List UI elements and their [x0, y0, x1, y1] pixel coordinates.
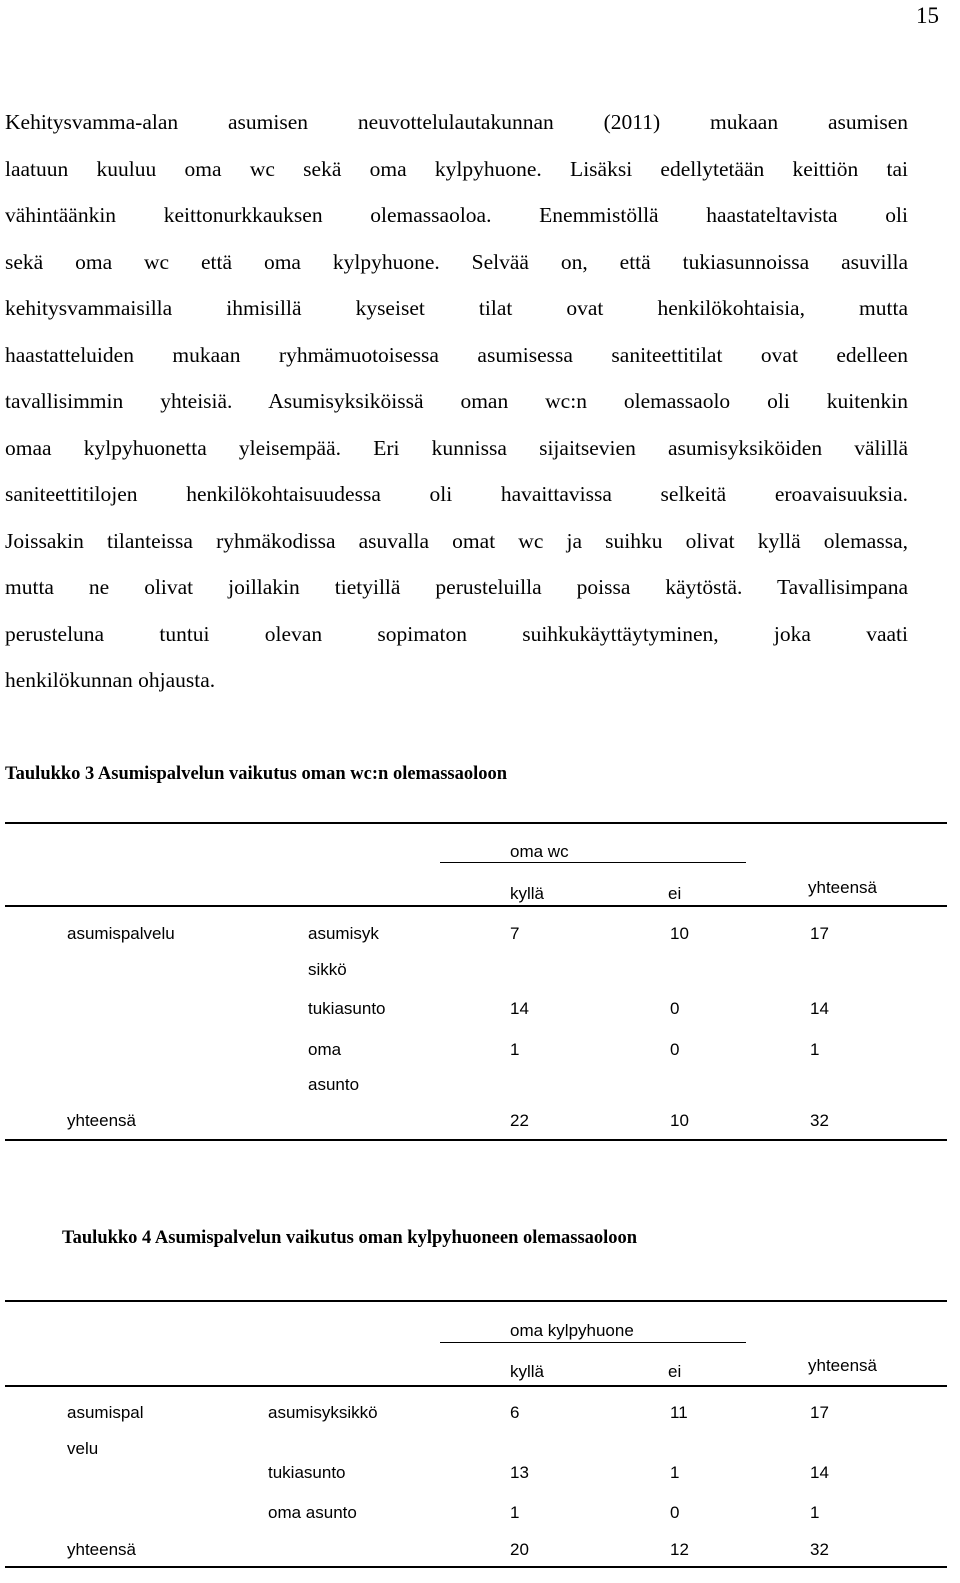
- table-caption: Taulukko 4 Asumispalvelun vaikutus oman kylpyhuoneen olemassaoloon: [62, 1228, 638, 1248]
- paragraph-line: Kehitysvamma-alan asumisen neuvottelulautakunnan (2011) mukaan asumisen: [5, 110, 908, 134]
- cell-no: 1: [670, 1463, 680, 1482]
- page-number: 15: [916, 3, 939, 28]
- table-bottom-rule: [5, 1566, 947, 1568]
- total-row-label: yhteensä: [67, 1111, 136, 1130]
- cell-no: 10: [670, 924, 689, 943]
- cell-yes: 1: [510, 1040, 520, 1059]
- paragraph-line: laatuun kuuluu oma wc sekä oma kylpyhuone. Lisäksi edellytetään keittiön tai: [5, 157, 908, 181]
- cell-yes: 6: [510, 1403, 520, 1422]
- table-bottom-rule: [5, 1139, 947, 1141]
- paragraph-line: haastatteluiden mukaan ryhmämuotoisessa asumisessa saniteettitilat ovat edelleen: [5, 343, 908, 367]
- table-top-rule: [5, 1300, 947, 1302]
- cell-no: 0: [670, 1040, 680, 1059]
- table-caption: Taulukko 3 Asumispalvelun vaikutus oman wc:n olemassaoloon: [5, 764, 508, 784]
- column-header-yes: kyllä: [510, 884, 545, 903]
- row-label: tukiasunto: [268, 1463, 346, 1482]
- column-group-header: oma wc: [510, 842, 569, 861]
- row-label: tukiasunto: [308, 999, 386, 1018]
- paragraph-line: omaa kylpyhuonetta yleisempää. Eri kunnissa sijaitsevien asumisyksiköiden välillä: [5, 436, 908, 460]
- cell-total: 1: [810, 1503, 820, 1522]
- total-yes: 22: [510, 1111, 529, 1130]
- cell-yes: 7: [510, 924, 520, 943]
- cell-total: 17: [810, 924, 829, 943]
- row-label: asumisyksikkö: [268, 1403, 378, 1422]
- total-total: 32: [810, 1111, 829, 1130]
- paragraph-line: saniteettitilojen henkilökohtaisuudessa oli havaittavissa selkeitä eroavaisuuksia.: [5, 482, 908, 506]
- column-group-rule: [440, 1342, 746, 1343]
- total-row-label: yhteensä: [67, 1540, 136, 1559]
- cell-total: 14: [810, 1463, 829, 1482]
- cell-yes: 1: [510, 1503, 520, 1522]
- paragraph-line: tavallisimmin yhteisiä. Asumisyksiköissä oman wc:n olemassaolo oli kuitenkin: [5, 389, 908, 413]
- cell-no: 0: [670, 1503, 680, 1522]
- table-header-rule: [5, 1385, 947, 1387]
- row-group-label: asumispal: [67, 1403, 144, 1422]
- cell-yes: 13: [510, 1463, 529, 1482]
- paragraph-line: henkilökunnan ohjausta.: [5, 668, 216, 692]
- total-no: 12: [670, 1540, 689, 1559]
- cell-total: 14: [810, 999, 829, 1018]
- paragraph-line: Joissakin tilanteissa ryhmäkodissa asuvalla omat wc ja suihku olivat kyllä olemassa,: [5, 529, 908, 553]
- paragraph-line: kehitysvammaisilla ihmisillä kyseiset tilat ovat henkilökohtaisia, mutta: [5, 296, 908, 320]
- paragraph-line: mutta ne olivat joillakin tietyillä perusteluilla poissa käytöstä. Tavallisimpana: [5, 575, 908, 599]
- row-label: oma asunto: [268, 1503, 357, 1522]
- row-label: asumisyk: [308, 924, 379, 943]
- row-label: oma: [308, 1040, 342, 1059]
- row-group-label: asumispalvelu: [67, 924, 175, 943]
- cell-no: 11: [670, 1403, 688, 1422]
- column-group-rule: [440, 862, 746, 863]
- column-group-header: oma kylpyhuone: [510, 1321, 634, 1340]
- table-top-rule: [5, 822, 947, 824]
- paragraph-line: vähintäänkin keittonurkkauksen olemassaoloa. Enemmistöllä haastateltavista oli: [5, 203, 908, 227]
- cell-no: 0: [670, 999, 680, 1018]
- table-header-rule: [5, 905, 947, 907]
- cell-yes: 14: [510, 999, 529, 1018]
- column-header-no: ei: [668, 884, 682, 903]
- column-header-no: ei: [668, 1362, 682, 1381]
- cell-total: 1: [810, 1040, 820, 1059]
- total-no: 10: [670, 1111, 689, 1130]
- row-group-label-continued: velu: [67, 1439, 99, 1458]
- paragraph-line: sekä oma wc että oma kylpyhuone. Selvää on, että tukiasunnoissa asuvilla: [5, 250, 908, 274]
- row-label-continued: asunto: [308, 1075, 360, 1094]
- total-total: 32: [810, 1540, 829, 1559]
- row-label-continued: sikkö: [308, 960, 347, 979]
- total-yes: 20: [510, 1540, 529, 1559]
- column-header-yes: kyllä: [510, 1362, 545, 1381]
- cell-total: 17: [810, 1403, 829, 1422]
- paragraph-line: perusteluna tuntui olevan sopimaton suihkukäyttäytyminen, joka vaati: [5, 622, 908, 646]
- column-header-total: yhteensä: [808, 1356, 877, 1375]
- column-header-total: yhteensä: [808, 878, 877, 897]
